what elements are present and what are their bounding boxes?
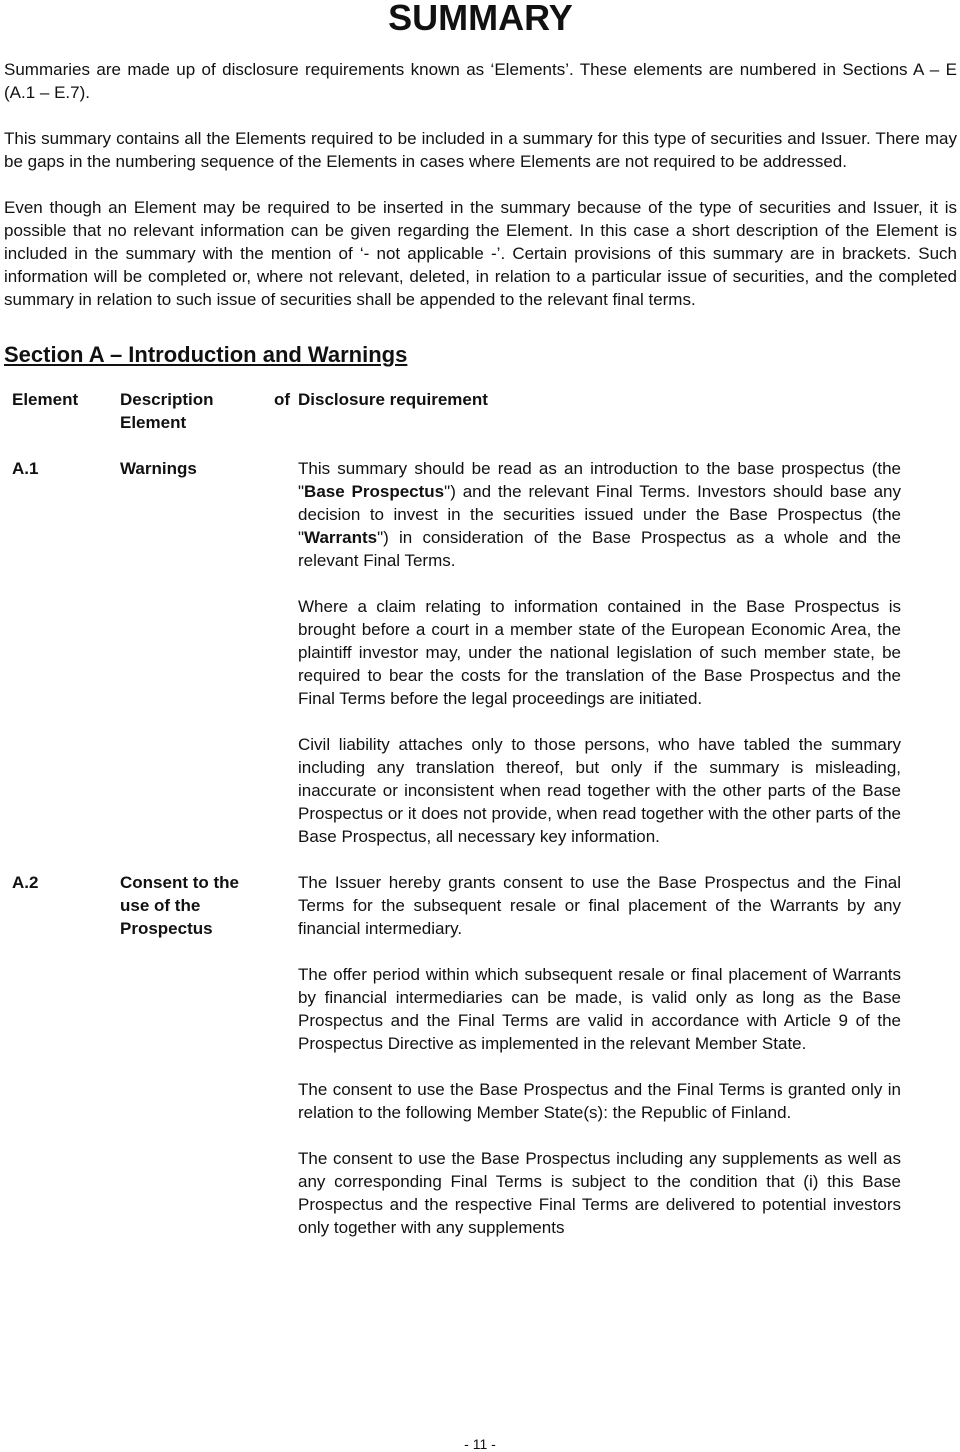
page-title: SUMMARY bbox=[388, 0, 573, 38]
a1-paragraph-3: Civil liability attaches only to those persons, who have tabled the summary including any translation thereof, but only if the summary is misleading, inaccurate or inconsistent when read together with the other parts of the Base Prospectus or it does not provide, when read together with the other parts of the Base Prospectus, all necessary key information. bbox=[298, 735, 901, 846]
a1-paragraph-2: Where a claim relating to information contained in the Base Prospectus is brought before a court in a member state of the European Economic Area, the plaintiff investor may, under the national legislation of such member state, be required to bear the costs for the translation of the Base Prospectus and the Final Terms before the legal proceedings are initiated. bbox=[298, 597, 901, 708]
summary-table bbox=[4, 388, 957, 1239]
header-element: Element bbox=[12, 390, 79, 409]
row-a2-requirement bbox=[298, 871, 901, 1239]
header-disclosure-requirement: Disclosure requirement bbox=[298, 390, 488, 409]
a2-paragraph-2: The offer period within which subsequent resale or final placement of Warrants by financial intermediaries can be made, is valid only as long as the Base Prospectus and the Final Terms are valid in accordance with Article 9 of the Prospectus Directive as implemented in the relevant Member State. bbox=[298, 965, 901, 1053]
intro-paragraph-2: This summary contains all the Elements required to be included in a summary for this type of securities and Issuer. There may be gaps in the numbering sequence of the Elements in cases where Elements are not required to be addressed. bbox=[4, 129, 957, 171]
page-number: - 11 - bbox=[464, 1436, 496, 1452]
a1-p1-text-a: This summary should be read as an introduction to the base prospectus (the " bbox=[298, 459, 901, 501]
intro-paragraph-1: Summaries are made up of disclosure requirements known as ‘Elements’. These elements are numbered in Sections A – E (A.1 – E.7). bbox=[4, 60, 957, 102]
a1-p1-text-e: ") in consideration of the Base Prospectus as a whole and the relevant Final Terms. bbox=[298, 528, 901, 570]
intro-paragraph-3: Even though an Element may be required to be inserted in the summary because of the type of securities and Issuer, it is possible that no relevant information can be given regarding the Element. In this case a short description of the Element is included in the summary with the mention of ‘- not applicable -’. Certain provisions of this summary are in brackets. Such information will be completed or, where not relevant, deleted, in relation to a particular issue of securities, and the completed summary in relation to such issue of securities shall be appended to the relevant final terms. bbox=[4, 198, 957, 309]
a1-p1-text-c: ") and the relevant Final Terms. Investors should base any decision to invest in the securities issued under the Base Prospectus (the " bbox=[298, 482, 902, 547]
section-a-heading: Section A – Introduction and Warnings bbox=[4, 342, 408, 367]
row-a1-description: Warnings bbox=[120, 459, 197, 478]
table-row-a1 bbox=[4, 457, 957, 848]
table-row-a2 bbox=[4, 871, 957, 1239]
a1-paragraph-1 bbox=[298, 457, 901, 572]
header-description: Description of Element bbox=[120, 390, 290, 432]
a2-paragraph-1: The Issuer hereby grants consent to use the Base Prospectus and the Final Terms for the subsequent resale or final placement of the Warrants by any financial intermediary. bbox=[298, 873, 901, 938]
row-a2-element: A.2 bbox=[12, 873, 39, 892]
row-a1-element: A.1 bbox=[12, 459, 39, 478]
a1-p1-defined-term-warrants: Warrants bbox=[304, 528, 378, 547]
a2-paragraph-3: The consent to use the Base Prospectus and the Final Terms is granted only in relation to the following Member State(s): the Republic of Finland. bbox=[298, 1080, 901, 1122]
a2-paragraph-4: The consent to use the Base Prospectus including any supplements as well as any corresponding Final Terms is subject to the condition that (i) this Base Prospectus and the respective Final Terms are delivered to potential investors only together with any supplements bbox=[298, 1149, 901, 1237]
row-a1-requirement bbox=[298, 457, 901, 848]
a1-p1-defined-term-base-prospectus: Base Prospectus bbox=[304, 482, 445, 501]
row-a2-description: Consent to the use of the Prospectus bbox=[120, 873, 239, 938]
document-page bbox=[4, 0, 957, 1239]
table-header-row bbox=[4, 388, 957, 434]
